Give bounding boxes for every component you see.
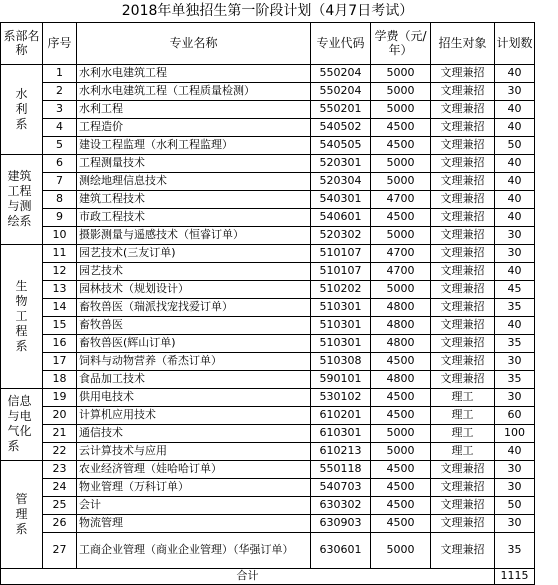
plan-count: 35 bbox=[495, 370, 535, 388]
major-name: 物业管理（万科订单） bbox=[77, 478, 311, 496]
tuition-fee: 5000 bbox=[371, 424, 431, 442]
enrollment-target: 文理兼招 bbox=[431, 478, 495, 496]
tuition-fee: 5000 bbox=[371, 154, 431, 172]
enrollment-target: 文理兼招 bbox=[431, 64, 495, 82]
tuition-fee: 4800 bbox=[371, 370, 431, 388]
row-number: 24 bbox=[43, 478, 77, 496]
enrollment-target: 文理兼招 bbox=[431, 532, 495, 568]
row-number: 3 bbox=[43, 100, 77, 118]
table-row bbox=[1, 334, 535, 352]
department-name bbox=[1, 388, 43, 460]
major-code: 520304 bbox=[311, 172, 371, 190]
enrollment-target: 文理兼招 bbox=[431, 154, 495, 172]
major-name: 食品加工技术 bbox=[77, 370, 311, 388]
tuition-fee: 4700 bbox=[371, 244, 431, 262]
row-number: 1 bbox=[43, 64, 77, 82]
major-name: 畜牧兽医(辉山订单) bbox=[77, 334, 311, 352]
major-code: 590101 bbox=[311, 370, 371, 388]
plan-count: 35 bbox=[495, 532, 535, 568]
major-name: 会计 bbox=[77, 496, 311, 514]
enrollment-target: 文理兼招 bbox=[431, 496, 495, 514]
plan-count: 40 bbox=[495, 64, 535, 82]
major-code: 540601 bbox=[311, 208, 371, 226]
table-row bbox=[1, 244, 535, 262]
header-code: 专业代码 bbox=[311, 22, 371, 64]
header-no: 序号 bbox=[43, 22, 77, 64]
row-number: 2 bbox=[43, 82, 77, 100]
plan-count: 40 bbox=[495, 118, 535, 136]
row-number: 11 bbox=[43, 244, 77, 262]
table-row bbox=[1, 280, 535, 298]
major-code: 630903 bbox=[311, 514, 371, 532]
tuition-fee: 5000 bbox=[371, 82, 431, 100]
tuition-fee: 4800 bbox=[371, 334, 431, 352]
plan-count: 30 bbox=[495, 352, 535, 370]
row-number: 27 bbox=[43, 532, 77, 568]
department-name bbox=[1, 64, 43, 154]
row-number: 22 bbox=[43, 442, 77, 460]
plan-count: 30 bbox=[495, 460, 535, 478]
table-row bbox=[1, 442, 535, 460]
plan-count: 40 bbox=[495, 316, 535, 334]
total-plan: 1115 bbox=[495, 568, 535, 584]
table-row bbox=[1, 118, 535, 136]
table-row bbox=[1, 298, 535, 316]
row-number: 16 bbox=[43, 334, 77, 352]
major-code: 550118 bbox=[311, 460, 371, 478]
row-number: 25 bbox=[43, 496, 77, 514]
row-number: 23 bbox=[43, 460, 77, 478]
department-label: 信息与电气化系 bbox=[7, 394, 32, 453]
tuition-fee: 5000 bbox=[371, 64, 431, 82]
row-number: 15 bbox=[43, 316, 77, 334]
tuition-fee: 5000 bbox=[371, 172, 431, 190]
header-row bbox=[1, 22, 535, 64]
major-code: 510301 bbox=[311, 316, 371, 334]
major-code: 540502 bbox=[311, 118, 371, 136]
plan-count: 40 bbox=[495, 190, 535, 208]
department-name bbox=[1, 244, 43, 388]
major-name: 通信技术 bbox=[77, 424, 311, 442]
plan-count: 30 bbox=[495, 514, 535, 532]
table-row bbox=[1, 316, 535, 334]
tuition-fee: 4500 bbox=[371, 514, 431, 532]
row-number: 10 bbox=[43, 226, 77, 244]
major-name: 饲料与动物营养（希杰订单） bbox=[77, 352, 311, 370]
enrollment-target: 文理兼招 bbox=[431, 136, 495, 154]
major-code: 630601 bbox=[311, 532, 371, 568]
department-label: 建筑工程与测绘系 bbox=[7, 169, 32, 228]
major-name: 市政工程技术 bbox=[77, 208, 311, 226]
tuition-fee: 5000 bbox=[371, 442, 431, 460]
header-dept: 系部名称 bbox=[1, 22, 43, 64]
tuition-fee: 4500 bbox=[371, 208, 431, 226]
table-row bbox=[1, 208, 535, 226]
major-code: 510107 bbox=[311, 244, 371, 262]
table-row bbox=[1, 388, 535, 406]
major-code: 630302 bbox=[311, 496, 371, 514]
major-code: 550204 bbox=[311, 82, 371, 100]
major-code: 550201 bbox=[311, 100, 371, 118]
plan-count: 50 bbox=[495, 136, 535, 154]
enrollment-target: 文理兼招 bbox=[431, 190, 495, 208]
tuition-fee: 4700 bbox=[371, 190, 431, 208]
major-name: 水利水电建筑工程 bbox=[77, 64, 311, 82]
tuition-fee: 5000 bbox=[371, 226, 431, 244]
table-row bbox=[1, 514, 535, 532]
department-name bbox=[1, 460, 43, 568]
enrollment-target: 理工 bbox=[431, 388, 495, 406]
row-number: 26 bbox=[43, 514, 77, 532]
plan-count: 35 bbox=[495, 298, 535, 316]
major-name: 工程测量技术 bbox=[77, 154, 311, 172]
major-name: 供用电技术 bbox=[77, 388, 311, 406]
major-name: 畜牧兽医 bbox=[77, 316, 311, 334]
table-row bbox=[1, 172, 535, 190]
major-name: 农业经济管理（娃哈哈订单） bbox=[77, 460, 311, 478]
major-code: 610201 bbox=[311, 406, 371, 424]
plan-count: 40 bbox=[495, 154, 535, 172]
plan-count: 50 bbox=[495, 496, 535, 514]
major-name: 摄影测量与遥感技术（恒睿订单） bbox=[77, 226, 311, 244]
major-name: 园艺技术 bbox=[77, 262, 311, 280]
row-number: 14 bbox=[43, 298, 77, 316]
tuition-fee: 4500 bbox=[371, 460, 431, 478]
tuition-fee: 4500 bbox=[371, 496, 431, 514]
enrollment-target: 文理兼招 bbox=[431, 334, 495, 352]
header-plan: 计划数 bbox=[495, 22, 535, 64]
total-label: 合计 bbox=[1, 568, 495, 584]
major-code: 520302 bbox=[311, 226, 371, 244]
plan-count: 40 bbox=[495, 442, 535, 460]
enrollment-target: 文理兼招 bbox=[431, 118, 495, 136]
enrollment-target: 文理兼招 bbox=[431, 172, 495, 190]
plan-count: 35 bbox=[495, 334, 535, 352]
header-fee: 学费（元/年） bbox=[371, 22, 431, 64]
table-row bbox=[1, 262, 535, 280]
enrollment-target: 理工 bbox=[431, 424, 495, 442]
tuition-fee: 4800 bbox=[371, 316, 431, 334]
table-row bbox=[1, 136, 535, 154]
plan-count: 30 bbox=[495, 388, 535, 406]
major-name: 园林技术（规划设计） bbox=[77, 280, 311, 298]
enrollment-target: 文理兼招 bbox=[431, 244, 495, 262]
enrollment-target: 理工 bbox=[431, 406, 495, 424]
plan-count: 40 bbox=[495, 262, 535, 280]
table-row bbox=[1, 406, 535, 424]
major-name: 物流管理 bbox=[77, 514, 311, 532]
table-row bbox=[1, 370, 535, 388]
row-number: 7 bbox=[43, 172, 77, 190]
row-number: 6 bbox=[43, 154, 77, 172]
header-major: 专业名称 bbox=[77, 22, 311, 64]
table-row bbox=[1, 190, 535, 208]
enrollment-target: 文理兼招 bbox=[431, 226, 495, 244]
row-number: 9 bbox=[43, 208, 77, 226]
enrollment-target: 文理兼招 bbox=[431, 514, 495, 532]
tuition-fee: 5000 bbox=[371, 100, 431, 118]
department-name bbox=[1, 154, 43, 244]
enrollment-target: 文理兼招 bbox=[431, 280, 495, 298]
table-row bbox=[1, 424, 535, 442]
plan-count: 30 bbox=[495, 244, 535, 262]
major-name: 水利水电建筑工程（工程质量检测） bbox=[77, 82, 311, 100]
tuition-fee: 4500 bbox=[371, 388, 431, 406]
major-name: 建筑工程技术 bbox=[77, 190, 311, 208]
major-code: 540505 bbox=[311, 136, 371, 154]
enrollment-target: 文理兼招 bbox=[431, 352, 495, 370]
table-title: 2018年单独招生第一阶段计划（4月7日考试） bbox=[1, 0, 535, 22]
table-row bbox=[1, 64, 535, 82]
tuition-fee: 4800 bbox=[371, 298, 431, 316]
enrollment-target: 理工 bbox=[431, 442, 495, 460]
plan-count: 40 bbox=[495, 172, 535, 190]
plan-count: 30 bbox=[495, 226, 535, 244]
tuition-fee: 4500 bbox=[371, 136, 431, 154]
plan-count: 45 bbox=[495, 280, 535, 298]
enrollment-target: 文理兼招 bbox=[431, 370, 495, 388]
enrollment-target: 文理兼招 bbox=[431, 208, 495, 226]
tuition-fee: 5000 bbox=[371, 532, 431, 568]
department-label: 水利系 bbox=[15, 86, 28, 131]
major-name: 畜牧兽医（瑞派找宠找爱订单） bbox=[77, 298, 311, 316]
row-number: 4 bbox=[43, 118, 77, 136]
enrollment-target: 文理兼招 bbox=[431, 262, 495, 280]
table-row bbox=[1, 100, 535, 118]
major-code: 610213 bbox=[311, 442, 371, 460]
plan-count: 100 bbox=[495, 424, 535, 442]
table-row bbox=[1, 226, 535, 244]
plan-count: 40 bbox=[495, 208, 535, 226]
major-code: 540301 bbox=[311, 190, 371, 208]
header-target: 招生对象 bbox=[431, 22, 495, 64]
table-row bbox=[1, 478, 535, 496]
major-code: 510202 bbox=[311, 280, 371, 298]
enrollment-target: 文理兼招 bbox=[431, 100, 495, 118]
major-name: 工商企业管理（商业企业管理）（华强订单） bbox=[77, 532, 311, 568]
table-row bbox=[1, 154, 535, 172]
major-code: 610301 bbox=[311, 424, 371, 442]
major-code: 530102 bbox=[311, 388, 371, 406]
tuition-fee: 4500 bbox=[371, 478, 431, 496]
department-label: 管理系 bbox=[15, 491, 28, 536]
major-code: 510301 bbox=[311, 334, 371, 352]
enrollment-target: 文理兼招 bbox=[431, 298, 495, 316]
major-name: 工程造价 bbox=[77, 118, 311, 136]
major-code: 510308 bbox=[311, 352, 371, 370]
table-row bbox=[1, 496, 535, 514]
tuition-fee: 5000 bbox=[371, 280, 431, 298]
major-name: 云计算技术与应用 bbox=[77, 442, 311, 460]
row-number: 21 bbox=[43, 424, 77, 442]
major-name: 园艺技术(三友订单) bbox=[77, 244, 311, 262]
tuition-fee: 4500 bbox=[371, 352, 431, 370]
table-row bbox=[1, 352, 535, 370]
table-row bbox=[1, 460, 535, 478]
tuition-fee: 4500 bbox=[371, 118, 431, 136]
row-number: 13 bbox=[43, 280, 77, 298]
major-code: 510301 bbox=[311, 298, 371, 316]
department-label: 生物工程系 bbox=[15, 278, 28, 353]
major-name: 测绘地理信息技术 bbox=[77, 172, 311, 190]
row-number: 5 bbox=[43, 136, 77, 154]
plan-count: 30 bbox=[495, 478, 535, 496]
plan-count: 30 bbox=[495, 82, 535, 100]
row-number: 18 bbox=[43, 370, 77, 388]
plan-count: 40 bbox=[495, 100, 535, 118]
table-row bbox=[1, 82, 535, 100]
major-name: 水利工程 bbox=[77, 100, 311, 118]
row-number: 17 bbox=[43, 352, 77, 370]
row-number: 12 bbox=[43, 262, 77, 280]
row-number: 8 bbox=[43, 190, 77, 208]
major-name: 计算机应用技术 bbox=[77, 406, 311, 424]
table-row bbox=[1, 532, 535, 568]
plan-count: 60 bbox=[495, 406, 535, 424]
enrollment-target: 文理兼招 bbox=[431, 82, 495, 100]
major-name: 建设工程监理（水利工程监理） bbox=[77, 136, 311, 154]
major-code: 540703 bbox=[311, 478, 371, 496]
major-code: 510107 bbox=[311, 262, 371, 280]
enrollment-target: 文理兼招 bbox=[431, 460, 495, 478]
tuition-fee: 4500 bbox=[371, 406, 431, 424]
enrollment-target: 文理兼招 bbox=[431, 316, 495, 334]
row-number: 20 bbox=[43, 406, 77, 424]
row-number: 19 bbox=[43, 388, 77, 406]
major-code: 550204 bbox=[311, 64, 371, 82]
tuition-fee: 4700 bbox=[371, 262, 431, 280]
major-code: 520301 bbox=[311, 154, 371, 172]
